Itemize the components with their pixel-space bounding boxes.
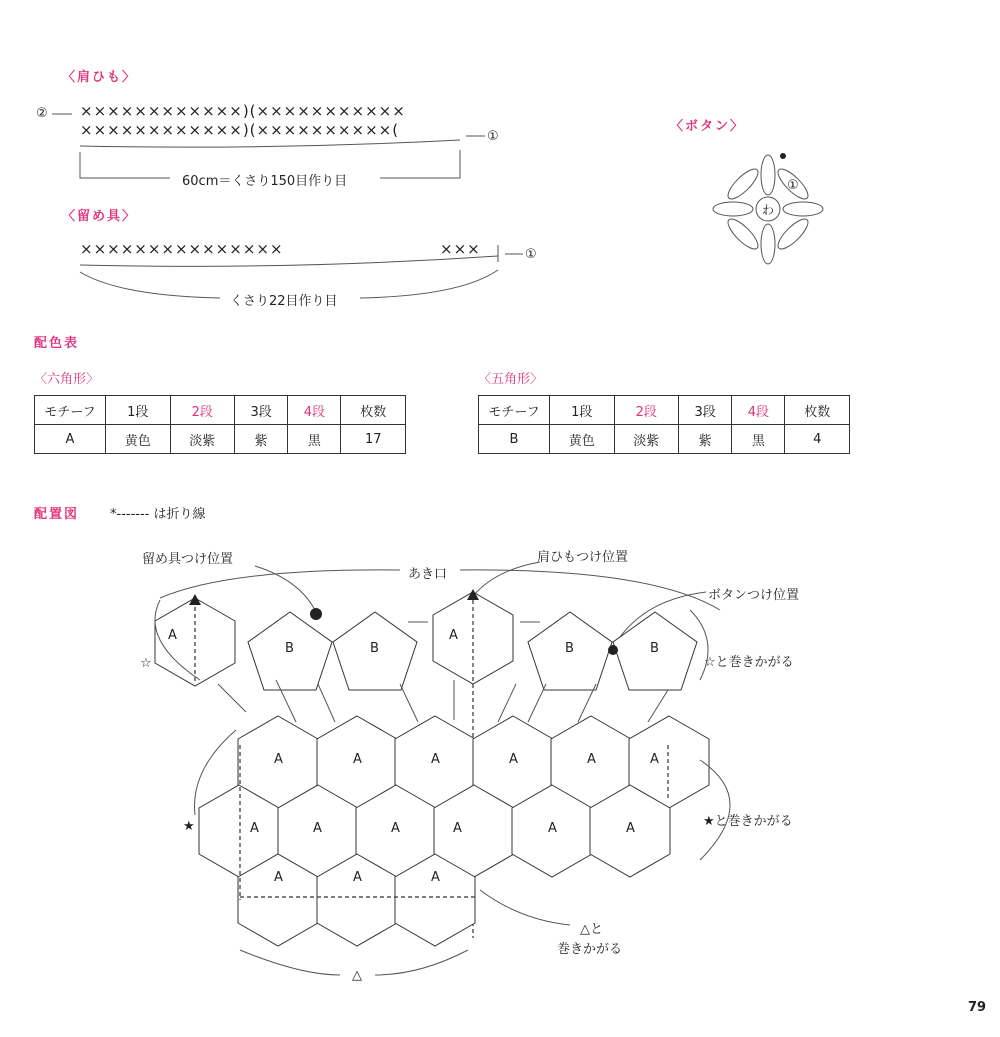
color-chart-heading: 配色表	[34, 336, 80, 351]
table-cell: 4	[785, 425, 850, 454]
table-cell: 2段	[614, 396, 679, 425]
star-white-left: ☆	[140, 656, 152, 671]
button-petal	[761, 155, 775, 195]
motif-label: A	[353, 752, 362, 767]
magic-ring	[756, 197, 780, 221]
button-petal	[783, 202, 823, 216]
motif-label: A	[250, 821, 259, 836]
table-cell: 淡紫	[170, 425, 235, 454]
strap-base-bracket	[80, 150, 460, 178]
motif-label: A	[650, 752, 659, 767]
star-white-join-label: ☆と巻きかがる	[704, 655, 794, 670]
motif-label: A	[431, 752, 440, 767]
motif-label: B	[370, 641, 379, 656]
fastener-base-bracket	[80, 270, 498, 298]
table-cell: 黄色	[550, 425, 615, 454]
table-cell: モチーフ	[35, 396, 106, 425]
table-cell: 黄色	[106, 425, 171, 454]
button-petal	[724, 165, 762, 203]
button-petal	[724, 215, 762, 253]
motif-label: A	[449, 628, 458, 643]
table-cell: 2段	[170, 396, 235, 425]
opening-label: あき口	[404, 563, 451, 582]
shoulder-strap-heading: 〈肩ひも〉	[62, 70, 138, 85]
motif-label: A	[391, 821, 400, 836]
page-number: 79	[968, 1000, 987, 1015]
motif-label: A	[313, 821, 322, 836]
fastener-dot	[310, 608, 322, 620]
motif-label: A	[353, 870, 362, 885]
button-start-dot	[780, 153, 786, 159]
strap-cross-row-2: ××××××××××××)(××××××××××(	[80, 121, 400, 139]
strap-marker-2: ②	[36, 106, 48, 121]
strap-cross-row-1: ××××××××××××)(×××××××××××	[80, 102, 406, 120]
fastener-heading: 〈留め具〉	[62, 209, 138, 224]
motif-label: B	[565, 641, 574, 656]
motif-label: A	[626, 821, 635, 836]
button-position-label: ボタンつけ位置	[708, 588, 800, 603]
star-black-join-label: ★と巻きかがる	[703, 814, 793, 829]
fastener-chain-row	[80, 256, 498, 266]
table-cell: 17	[341, 425, 406, 454]
fastener-cross-row: ×××××××××××××××	[80, 240, 284, 258]
triangle-arc-bottom	[240, 950, 468, 975]
motif-label: A	[274, 870, 283, 885]
strap-marker-1: ①	[487, 129, 499, 144]
star-black-left: ★	[183, 819, 195, 834]
table-cell: 1段	[106, 396, 171, 425]
table-cell: 4段	[732, 396, 785, 425]
motif-label: A	[587, 752, 596, 767]
fastener-arrow-1	[498, 245, 523, 262]
triangle-join-label-1: △と	[580, 922, 603, 937]
motif-label: B	[285, 641, 294, 656]
strap-base-label: 60cm＝くさり150目作り目	[176, 170, 353, 189]
table-cell: 淡紫	[614, 425, 679, 454]
button-heading: 〈ボタン〉	[670, 119, 746, 134]
hexagon-table-title: 〈六角形〉	[34, 372, 100, 387]
motif-label: A	[431, 870, 440, 885]
table-cell: 紫	[679, 425, 732, 454]
button-petal	[774, 215, 812, 253]
table-cell: 1段	[550, 396, 615, 425]
fastener-position-label: 留め具つけ位置	[142, 552, 234, 567]
strap-position-label: 肩ひもつけ位置	[537, 550, 629, 565]
button-petal	[774, 165, 812, 203]
button-petal	[761, 224, 775, 264]
table-cell: 黒	[732, 425, 785, 454]
motif-label: B	[650, 641, 659, 656]
table-cell: 3段	[679, 396, 732, 425]
triangle-arc-right	[480, 890, 570, 925]
motif-label: A	[548, 821, 557, 836]
strap-chain-row	[80, 140, 460, 147]
fastener-cross-row-end: ×××	[440, 240, 481, 258]
button-marker-1: ①	[787, 178, 799, 193]
button-center-label: わ	[762, 203, 775, 217]
fold-line-legend: *------- は折り線	[110, 507, 206, 522]
motif-label: A	[453, 821, 462, 836]
table-cell: B	[479, 425, 550, 454]
table-cell: 枚数	[785, 396, 850, 425]
table-cell: 3段	[235, 396, 288, 425]
table-cell: A	[35, 425, 106, 454]
table-cell: 枚数	[341, 396, 406, 425]
table-cell: 紫	[235, 425, 288, 454]
motif-label: A	[168, 628, 177, 643]
pentagon-table-title: 〈五角形〉	[478, 372, 544, 387]
fastener-base-label: くさり22目作り目	[224, 290, 344, 309]
table-cell: モチーフ	[479, 396, 550, 425]
motif-label: A	[509, 752, 518, 767]
opening-arc	[160, 570, 720, 610]
button-dot	[608, 645, 618, 655]
layout-diagram-heading: 配置図	[34, 507, 80, 522]
table-cell: 4段	[288, 396, 341, 425]
table-cell: 黒	[288, 425, 341, 454]
button-diagram	[713, 153, 823, 264]
button-petal	[713, 202, 753, 216]
triangle-bottom-label: △	[352, 968, 362, 983]
strap-leader	[473, 562, 540, 596]
fastener-marker-1: ①	[525, 247, 537, 262]
triangle-join-label-2: 巻きかがる	[557, 942, 623, 957]
strap-triangle-marker	[189, 594, 201, 605]
motif-label: A	[274, 752, 283, 767]
